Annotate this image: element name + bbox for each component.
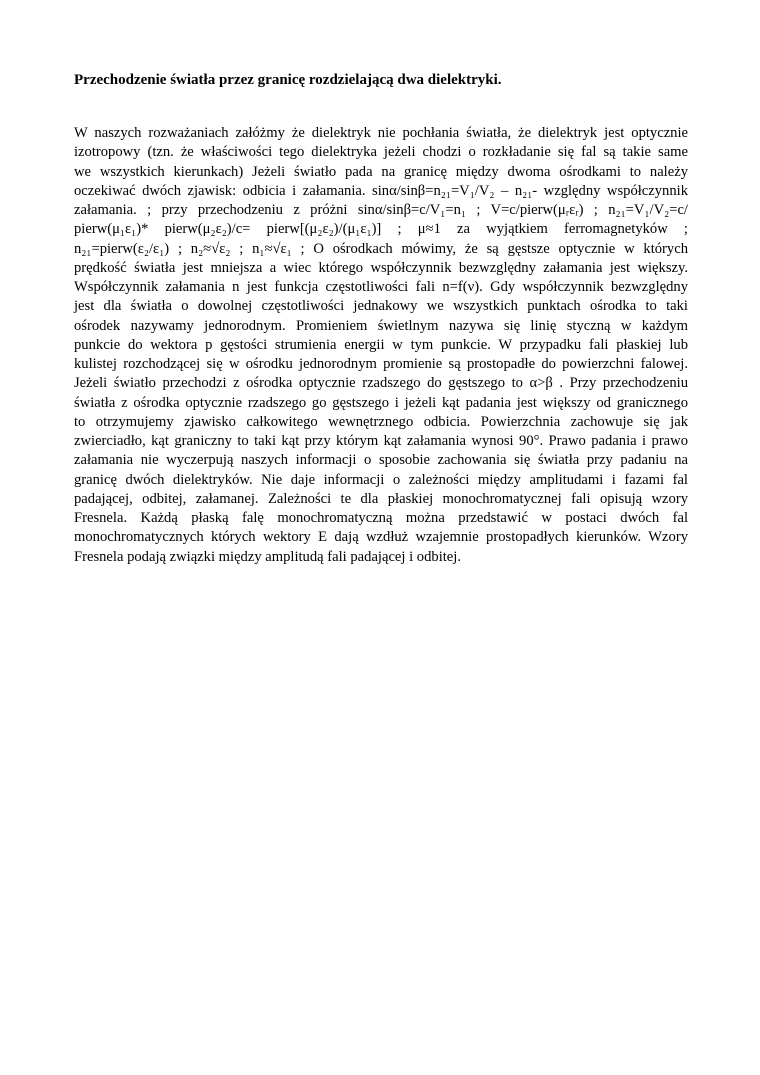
body-line: W naszych rozważaniach załóżmy że dielektryk nie pochłania światła, że dielektryk jest optycznie bbox=[74, 125, 688, 141]
body-line: padającej, odbitej, załamanej. Zależności te dla płaskiej monochromatycznej fali opisują wzory bbox=[74, 490, 688, 507]
body-line: Współczynnik załamania n jest funkcja częstotliwości fali n=f(ν). Gdy współczynnik bezwzględny bbox=[74, 279, 688, 295]
body-line: izotropowy (tzn. że właściwości tego dielektryka jeżeli chodzi o rozkładanie się fal są takie same bbox=[74, 144, 688, 161]
body-line: we wszystkich kierunkach) Jeżeli światło pada na granicę między dwoma ośrodkami to należy bbox=[74, 163, 688, 180]
body-line: załamania. ; przy przechodzeniu z próżni sinα/sinβ=c/V₁=n₁ ; V=c/pierw(μᵣεᵣ) ; n₂₁=V₁/V₂=c/ bbox=[74, 202, 688, 218]
body-line: to otrzymujemy zjawisko całkowitego wewnętrznego odbicia. Powierzchnia zachowuje się jak bbox=[74, 413, 688, 430]
body-line: Jeżeli światło przechodzi z ośrodka optycznie rzadszego do gęstszego to α>β . Przy przechodzeniu bbox=[74, 375, 688, 392]
body-line: Fresnela. Każdą płaską falę monochromatyczną można przedstawić w postaci dwóch fal bbox=[74, 510, 688, 526]
body-line: zwierciadło, kąt graniczny to taki kąt przy którym kąt załamania wynosi 90°. Prawo padania i prawo bbox=[74, 433, 688, 449]
body-line: kulistej rozchodzącej się w ośrodku jednorodnym promienie są prostopadłe do powierzchni falowej. bbox=[74, 356, 688, 372]
body-line: prędkość światła jest mniejsza a wiec którego współczynnik bezwzględny załamania jest większy. bbox=[74, 259, 688, 276]
body-line: n₂₁=pierw(ε₂/ε₁) ; n₂≈√ε₂ ; n₁≈√ε₁ ; O ośrodkach mówimy, że są gęstsze optycznie w których bbox=[74, 240, 688, 257]
document-title: Przechodzenie światła przez granicę rozdzielającą dwa dielektryki. bbox=[74, 72, 502, 88]
body-line: załamania nie wyczerpują naszych informacji o sposobie zachowania się światła przy padaniu na bbox=[74, 452, 688, 469]
body-line: granicę dwóch dielektryków. Nie daje informacji o zależności między amplitudami i fazami fal bbox=[74, 471, 688, 488]
body-line: punkcie do wektora p gęstości strumienia energii w tym punkcie. W przypadku fali płaskiej lub bbox=[74, 336, 688, 353]
body-line: jest dla światła o dowolnej częstotliwości jednakowy we wszystkich punktach ośrodka to taki bbox=[74, 298, 688, 315]
body-line: Fresnela podają związki między amplitudą fali padającej i odbitej. bbox=[74, 548, 461, 565]
body-line: ośrodek nazywamy jednorodnym. Promieniem świetlnym nazywa się linię styczną w każdym bbox=[74, 317, 688, 334]
body-line: światła z ośrodka optycznie rzadszego go gęstszego i jeżeli kąt padania jest większy od granicznego bbox=[74, 394, 688, 411]
document-body bbox=[74, 124, 688, 567]
body-line: pierw(μ₁ε₁)* pierw(μ₂ε₂)/c= pierw[(μ₂ε₂)/(μ₁ε₁)] ; μ≈1 za wyjątkiem ferromagnetyków ; bbox=[74, 221, 688, 238]
body-line: monochromatycznych których wektory E dają wzdłuż wzajemnie prostopadłych kierunków. Wzory bbox=[74, 529, 688, 546]
body-line: oczekiwać dwóch zjawisk: odbicia i załamania. sinα/sinβ=n₂₁=V₁/V₂ – n₂₁- względny współczynnik bbox=[74, 182, 688, 199]
